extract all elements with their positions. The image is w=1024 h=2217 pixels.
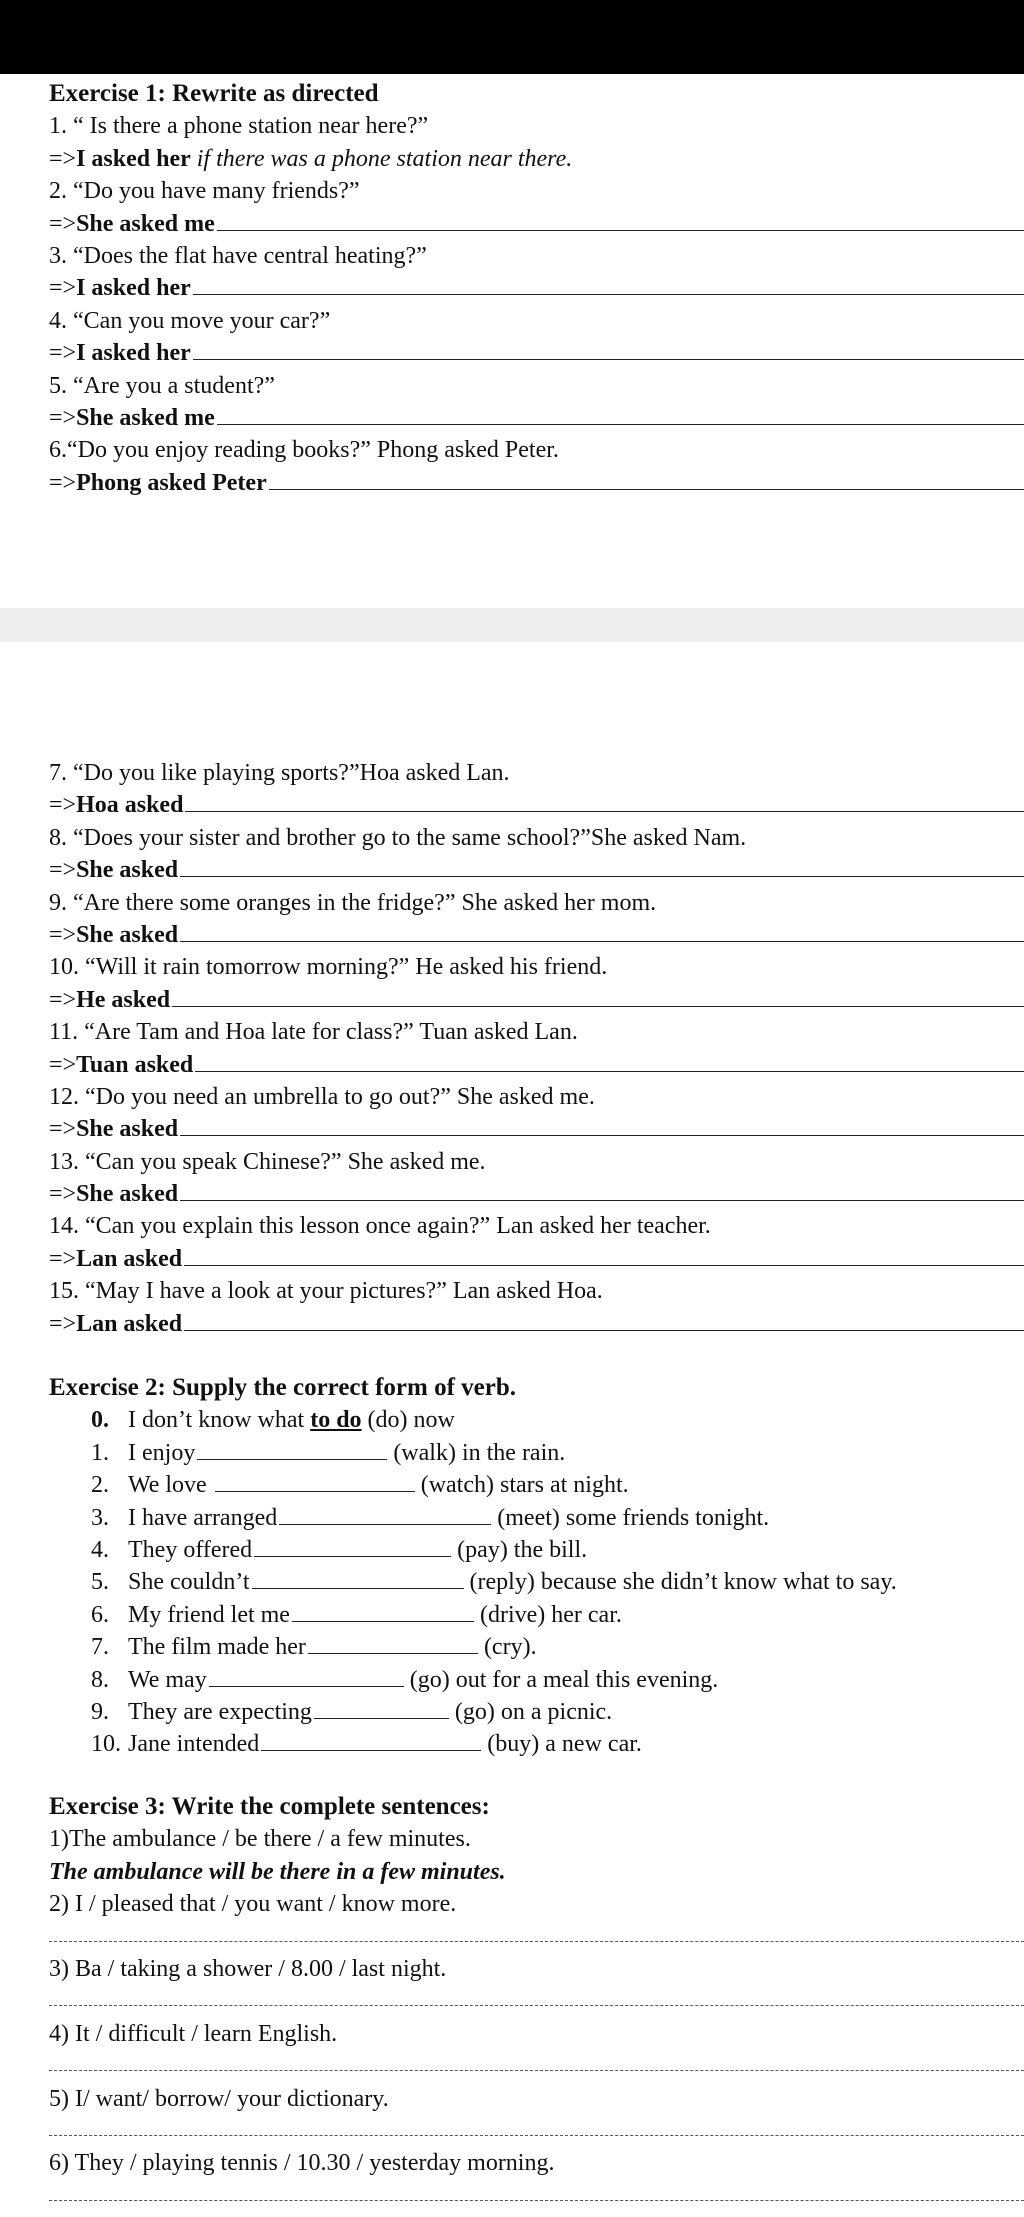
answer-lead: She asked bbox=[76, 1181, 179, 1208]
item-before: I enjoy bbox=[128, 1439, 196, 1466]
example-item bbox=[49, 1404, 1024, 1436]
item-before: I have arranged bbox=[128, 1504, 278, 1531]
answer-prefix: => bbox=[49, 275, 77, 302]
item-number: 4. bbox=[91, 1536, 109, 1563]
item-before: The film made her bbox=[128, 1634, 306, 1661]
answer-prefix: => bbox=[49, 792, 77, 819]
item-number: 6. bbox=[91, 1601, 109, 1628]
exercise-2-title: Exercise 2: Supply the correct form of verb. bbox=[49, 1374, 517, 1401]
answer-lead: He asked bbox=[76, 986, 171, 1013]
prompt-6: 6) They / playing tennis / 10.30 / yesterday morning. bbox=[49, 2150, 555, 2177]
prompt-4: 4) It / difficult / learn English. bbox=[49, 2020, 338, 2047]
question-10: 10. “Will it rain tomorrow morning?” He asked his friend. bbox=[49, 954, 608, 981]
answer-lead: Lan asked bbox=[76, 1245, 183, 1272]
answer-lead: She asked bbox=[76, 1116, 179, 1143]
item-after: (meet) some friends tonight. bbox=[497, 1504, 770, 1531]
exercise-3-section bbox=[49, 1791, 1024, 2212]
answer-blank[interactable] bbox=[180, 854, 1024, 877]
question-8: 8. “Does your sister and brother go to the same school?”She asked Nam. bbox=[49, 824, 747, 851]
answer-line-10 bbox=[49, 984, 1024, 1016]
answer-line-12 bbox=[49, 1113, 1024, 1145]
verb-blank[interactable] bbox=[314, 1698, 449, 1719]
item-after: (buy) a new car. bbox=[487, 1731, 642, 1758]
answer-line-13 bbox=[49, 1178, 1024, 1210]
verb-item-3 bbox=[49, 1502, 1024, 1534]
answer-blank[interactable] bbox=[185, 789, 1024, 812]
question-4: 4. “Can you move your car?” bbox=[49, 307, 331, 334]
item-after: (reply) because she didn’t know what to say. bbox=[469, 1569, 897, 1596]
item-after: (watch) stars at night. bbox=[420, 1472, 629, 1499]
verb-blank[interactable] bbox=[279, 1504, 491, 1525]
item-number: 2. bbox=[91, 1472, 109, 1499]
prompt-2: 2) I / pleased that / you want / know more. bbox=[49, 1891, 457, 1918]
answer-line-6 bbox=[49, 467, 1024, 499]
verb-blank[interactable] bbox=[209, 1666, 404, 1687]
item-after: (go) out for a meal this evening. bbox=[409, 1666, 719, 1693]
example-answer: The ambulance will be there in a few minutes. bbox=[49, 1858, 506, 1885]
answer-line-14 bbox=[49, 1243, 1024, 1275]
answer-line-11 bbox=[49, 1049, 1024, 1081]
answer-lead: She asked me bbox=[76, 210, 215, 237]
verb-item-8 bbox=[49, 1664, 1024, 1696]
verb-blank[interactable] bbox=[261, 1730, 481, 1751]
writing-line-3[interactable] bbox=[49, 1985, 1024, 2017]
answer-prefix: => bbox=[49, 469, 77, 496]
answer-blank[interactable] bbox=[184, 1308, 1024, 1331]
item-number: 8. bbox=[91, 1666, 109, 1693]
question-15: 15. “May I have a look at your pictures?” Lan asked Hoa. bbox=[49, 1278, 603, 1305]
answer-prefix: => bbox=[49, 1116, 77, 1143]
item-before: She couldn’t bbox=[128, 1569, 250, 1596]
exercise-3-title: Exercise 3: Write the complete sentences: bbox=[49, 1793, 490, 1820]
item-number: 3. bbox=[91, 1504, 109, 1531]
question-2: 2. “Do you have many friends?” bbox=[49, 178, 360, 205]
answer-line-2 bbox=[49, 208, 1024, 240]
question-14: 14. “Can you explain this lesson once again?” Lan asked her teacher. bbox=[49, 1213, 711, 1240]
verb-item-1 bbox=[49, 1437, 1024, 1469]
answer-line-5 bbox=[49, 402, 1024, 434]
item-after: (go) on a picnic. bbox=[454, 1698, 613, 1725]
verb-blank[interactable] bbox=[215, 1471, 415, 1492]
verb-item-4 bbox=[49, 1534, 1024, 1566]
answer-line-15 bbox=[49, 1308, 1024, 1340]
answer-text: if there was a phone station near there. bbox=[190, 145, 573, 172]
verb-blank[interactable] bbox=[292, 1601, 474, 1622]
writing-line-2[interactable] bbox=[49, 1921, 1024, 1953]
item-after: (drive) her car. bbox=[479, 1601, 622, 1628]
answer-line-9 bbox=[49, 919, 1024, 951]
question-3: 3. “Does the flat have central heating?” bbox=[49, 242, 427, 269]
example-prompt: 1)The ambulance / be there / a few minutes. bbox=[49, 1826, 471, 1853]
answer-prefix: => bbox=[49, 210, 77, 237]
item-number: 0. bbox=[91, 1407, 109, 1434]
question-12: 12. “Do you need an umbrella to go out?” She asked me. bbox=[49, 1083, 595, 1110]
question-13: 13. “Can you speak Chinese?” She asked me. bbox=[49, 1148, 486, 1175]
answer-1 bbox=[49, 143, 1024, 175]
answer-blank[interactable] bbox=[180, 1178, 1024, 1201]
answer-lead: Tuan asked bbox=[76, 1051, 194, 1078]
answer-prefix: => bbox=[49, 404, 77, 431]
answer-lead: Phong asked Peter bbox=[76, 469, 267, 496]
item-before: We love bbox=[128, 1472, 213, 1499]
answer-lead: Lan asked bbox=[76, 1310, 183, 1337]
answer-lead: I asked her bbox=[76, 340, 191, 367]
item-before: Jane intended bbox=[128, 1731, 260, 1758]
question-6: 6.“Do you enjoy reading books?” Phong asked Peter. bbox=[49, 437, 559, 464]
question-5: 5. “Are you a student?” bbox=[49, 372, 275, 399]
item-number: 7. bbox=[91, 1634, 109, 1661]
answer-blank[interactable] bbox=[217, 208, 1024, 231]
answer-prefix: => bbox=[49, 857, 77, 884]
verb-item-7 bbox=[49, 1631, 1024, 1663]
item-before: My friend let me bbox=[128, 1601, 290, 1628]
answer-blank[interactable] bbox=[193, 272, 1024, 295]
answer-lead: Hoa asked bbox=[76, 792, 184, 819]
verb-item-5 bbox=[49, 1566, 1024, 1598]
item-before: They offered bbox=[128, 1536, 253, 1563]
answer-blank[interactable] bbox=[180, 919, 1024, 942]
answer-blank[interactable] bbox=[184, 1243, 1024, 1266]
prompt-3: 3) Ba / taking a shower / 8.00 / last night. bbox=[49, 1955, 447, 1982]
answer-line-7 bbox=[49, 789, 1024, 821]
item-number: 10. bbox=[91, 1731, 121, 1758]
answer-prefix: => bbox=[49, 1310, 77, 1337]
verb-item-9 bbox=[49, 1696, 1024, 1728]
prompt-5: 5) I/ want/ borrow/ your dictionary. bbox=[49, 2085, 389, 2112]
top-black-bar bbox=[0, 0, 1024, 74]
answer-prefix: => bbox=[49, 1181, 77, 1208]
question-9: 9. “Are there some oranges in the fridge?” She asked her mom. bbox=[49, 889, 657, 916]
answer-prefix: => bbox=[49, 1245, 77, 1272]
example-answer: to do bbox=[310, 1407, 362, 1434]
answer-blank[interactable] bbox=[193, 337, 1024, 360]
answer-lead: I asked her bbox=[76, 145, 191, 172]
answer-blank[interactable] bbox=[195, 1049, 1024, 1072]
item-before: They are expecting bbox=[128, 1698, 312, 1725]
answer-line-3 bbox=[49, 272, 1024, 304]
question-1: 1. “ Is there a phone station near here?” bbox=[49, 113, 429, 140]
answer-line-8 bbox=[49, 854, 1024, 886]
writing-line-5[interactable] bbox=[49, 2115, 1024, 2147]
answer-lead: She asked bbox=[76, 921, 179, 948]
verb-item-10 bbox=[49, 1728, 1024, 1760]
verb-blank[interactable] bbox=[254, 1536, 451, 1557]
answer-prefix: => bbox=[49, 340, 77, 367]
answer-blank[interactable] bbox=[172, 984, 1024, 1007]
verb-blank[interactable] bbox=[197, 1439, 387, 1460]
answer-lead: She asked bbox=[76, 857, 179, 884]
verb-item-6 bbox=[49, 1599, 1024, 1631]
question-7: 7. “Do you like playing sports?”Hoa asked Lan. bbox=[49, 760, 510, 786]
answer-prefix: => bbox=[49, 145, 77, 172]
verb-item-2 bbox=[49, 1469, 1024, 1501]
exercise-1-title: Exercise 1: Rewrite as directed bbox=[49, 80, 379, 107]
answer-blank[interactable] bbox=[269, 467, 1024, 490]
verb-blank[interactable] bbox=[252, 1568, 464, 1589]
answer-blank[interactable] bbox=[217, 402, 1024, 425]
question-11: 11. “Are Tam and Hoa late for class?” Tuan asked Lan. bbox=[49, 1019, 578, 1046]
answer-blank[interactable] bbox=[180, 1113, 1024, 1136]
verb-blank[interactable] bbox=[308, 1633, 478, 1654]
writing-line-6[interactable] bbox=[49, 2180, 1024, 2212]
answer-prefix: => bbox=[49, 1051, 77, 1078]
item-after: (walk) in the rain. bbox=[393, 1439, 566, 1466]
writing-line-4[interactable] bbox=[49, 2050, 1024, 2082]
answer-lead: She asked me bbox=[76, 404, 215, 431]
answer-prefix: => bbox=[49, 986, 77, 1013]
item-after: (pay) the bill. bbox=[457, 1536, 588, 1563]
item-number: 5. bbox=[91, 1569, 109, 1596]
exercise-1-continued bbox=[49, 757, 1024, 1340]
item-before: I don’t know what bbox=[128, 1407, 311, 1434]
answer-lead: I asked her bbox=[76, 275, 191, 302]
answer-prefix: => bbox=[49, 921, 77, 948]
exercise-1-section bbox=[49, 78, 1024, 499]
page-separator bbox=[0, 608, 1024, 642]
exercise-2-section bbox=[49, 1372, 1024, 1761]
item-after: (cry). bbox=[483, 1634, 537, 1661]
item-number: 1. bbox=[91, 1439, 109, 1466]
answer-line-4 bbox=[49, 337, 1024, 369]
item-after: (do) now bbox=[361, 1407, 455, 1434]
item-before: We may bbox=[128, 1666, 207, 1693]
item-number: 9. bbox=[91, 1698, 109, 1725]
